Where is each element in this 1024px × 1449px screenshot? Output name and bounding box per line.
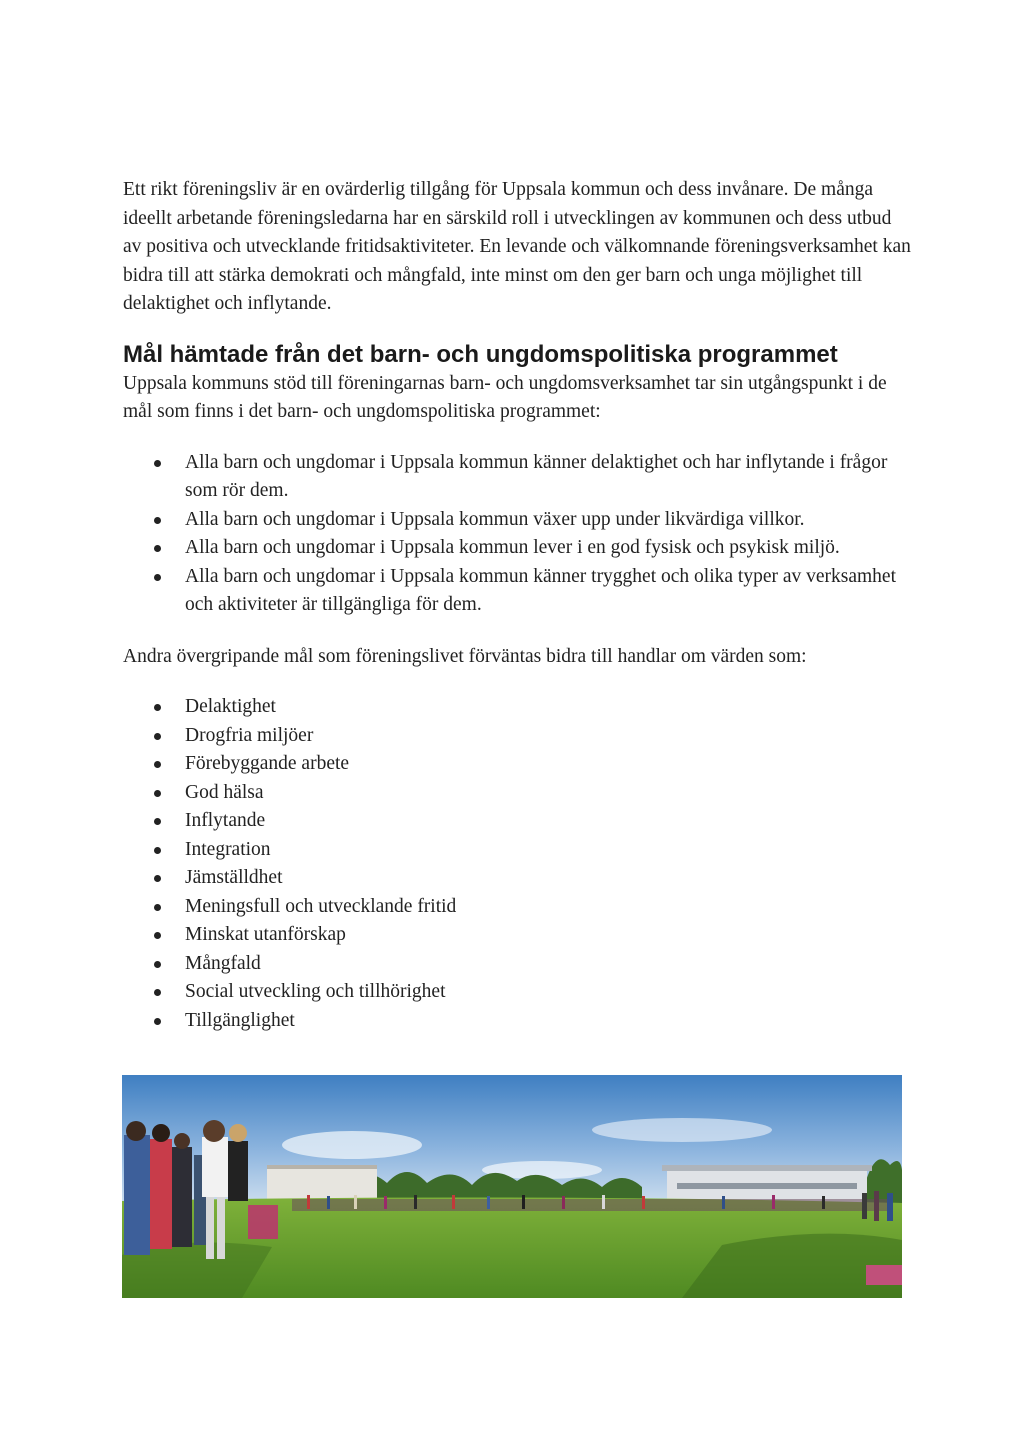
bullet-icon (154, 932, 161, 939)
list-item (123, 893, 913, 922)
list-item (123, 950, 913, 979)
value-text: Mångfald (185, 952, 261, 974)
value-text: Drogfria miljöer (185, 724, 314, 746)
bullet-icon (154, 790, 161, 797)
value-text: Integration (185, 838, 271, 860)
list-item (123, 750, 913, 779)
values-intro-paragraph: Andra övergripande mål som föreningslivet förväntas bidra till handlar om värden som: (123, 645, 807, 667)
bullet-icon (154, 875, 161, 882)
list-item (123, 722, 913, 751)
bullet-icon (154, 704, 161, 711)
list-item (123, 563, 913, 620)
cloud (592, 1118, 772, 1142)
section-lead-paragraph: Uppsala kommuns stöd till föreningarnas barn- och ungdomsverksamhet tar sin utgångspunkt i de mål som finns i det barn- och ungdomspolitiska programmet: (123, 372, 887, 422)
value-text: Inflytande (185, 810, 266, 831)
goal-text: Alla barn och ungdomar i Uppsala kommun känner trygghet och olika typer av verksamhet och aktiviteter är tillgängliga för dem. (185, 565, 897, 615)
sports-hall-windows (677, 1183, 857, 1189)
cloud (282, 1131, 422, 1159)
list-item (123, 534, 913, 563)
building-roof (267, 1165, 377, 1169)
value-text: Jämställdhet (185, 867, 283, 888)
value-text: Minskat utanförskap (185, 924, 346, 945)
list-item (123, 836, 913, 865)
value-text: Social utveckling och tillhörighet (185, 981, 446, 1002)
list-item (123, 807, 913, 836)
list-item (123, 449, 913, 506)
list-item (123, 693, 913, 722)
intro-paragraph: Ett rikt föreningsliv är en ovärderlig tillgång för Uppsala kommun och dess invånare. De många ideellt arbetande föreningsledarna har en särskild roll i utvecklingen av kommunen och dess utbud av positiva och utvecklande fritidsaktiviteter. En levande och välkomnande föreningsverksamhet kan bidra till att stärka demokrati och mångfald, inte minst om den ger barn och unga möjlighet till delaktighet och inflytande. (123, 179, 911, 314)
value-text: Förebyggande arbete (185, 753, 350, 774)
goal-text: Alla barn och ungdomar i Uppsala kommun växer upp under likvärdiga villkor. (185, 508, 805, 530)
list-item (123, 921, 913, 950)
value-text: God hälsa (185, 781, 264, 803)
list-item (123, 506, 913, 535)
value-text: Delaktighet (185, 696, 276, 717)
bullet-icon (154, 574, 161, 581)
bullet-icon (154, 989, 161, 996)
list-item (123, 864, 913, 893)
bullet-icon (154, 818, 161, 825)
list-item (123, 1007, 913, 1036)
list-item (123, 779, 913, 808)
building (267, 1167, 377, 1199)
list-item (123, 978, 913, 1007)
values-list (123, 693, 913, 1035)
bullet-icon (154, 517, 161, 524)
bullet-icon (154, 460, 161, 467)
bullet-icon (154, 961, 161, 968)
bullet-icon (154, 761, 161, 768)
page-content (123, 176, 913, 1035)
bullet-icon (154, 733, 161, 740)
sports-field-illustration (122, 1075, 902, 1298)
bullet-icon (154, 1018, 161, 1025)
value-text: Meningsfull och utvecklande fritid (185, 895, 457, 917)
goal-text: Alla barn och ungdomar i Uppsala kommun lever i en god fysisk och psykisk miljö. (185, 537, 840, 558)
sports-field-photo (122, 1075, 902, 1298)
bullet-icon (154, 904, 161, 911)
sports-hall-roof (662, 1165, 872, 1171)
value-text: Tillgänglighet (185, 1009, 295, 1031)
bullet-icon (154, 545, 161, 552)
bullet-icon (154, 847, 161, 854)
goal-text: Alla barn och ungdomar i Uppsala kommun känner delaktighet och har inflytande i frågor som rör dem. (185, 451, 888, 501)
goals-list (123, 449, 913, 620)
section-heading: Mål hämtade från det barn- och ungdomspolitiska programmet (123, 340, 838, 368)
